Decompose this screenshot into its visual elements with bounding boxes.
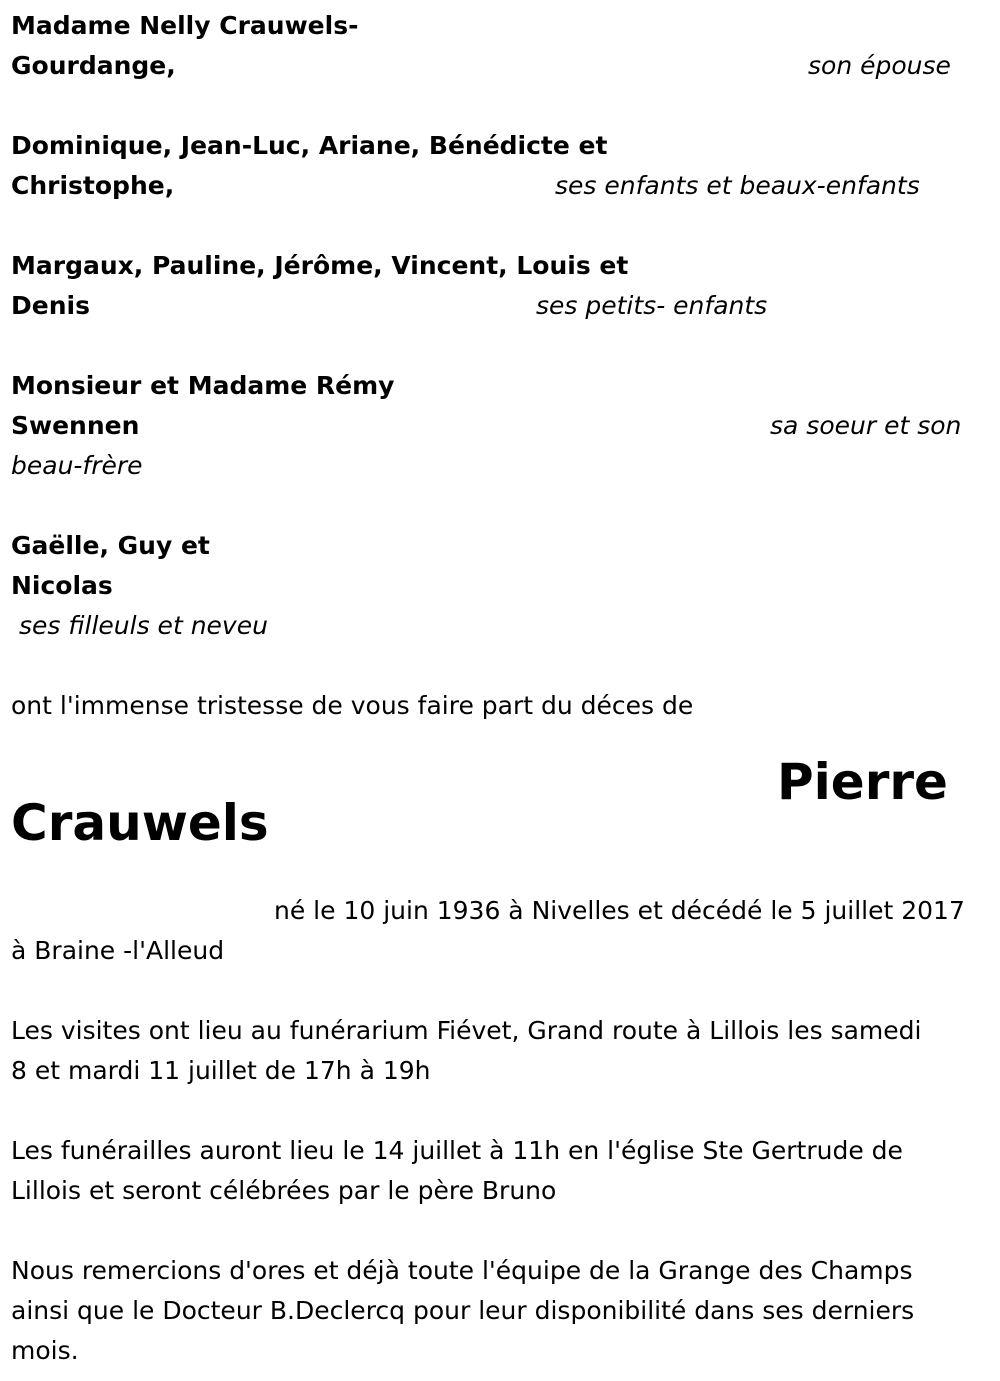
family-name-3-line-1: Margaux, Pauline, Jérôme, Vincent, Louis et: [11, 251, 629, 280]
birth-death-line-2: à Braine -l'Alleud: [11, 936, 225, 965]
family-relation-3: ses petits- enfants: [536, 291, 768, 320]
family-name-4-line-2: Swennen: [11, 411, 140, 440]
deceased-last-name: Crauwels: [11, 794, 269, 852]
family-name-2-line-2: Christophe,: [11, 171, 175, 200]
deceased-first-name: Pierre: [777, 753, 948, 811]
family-relation-4-line-2: beau-frère: [11, 451, 143, 480]
thanks-line-1: Nous remercions d'ores et déjà toute l'équipe de la Grange des Champs: [11, 1256, 913, 1285]
family-name-3-line-2: Denis: [11, 291, 90, 320]
visits-line-1: Les visites ont lieu au funérarium Fiévet, Grand route à Lillois les samedi: [11, 1016, 922, 1045]
funeral-line-1: Les funérailles auront lieu le 14 juillet à 11h en l'église Ste Gertrude de: [11, 1136, 903, 1165]
family-relation-1: son épouse: [808, 51, 951, 80]
family-name-4-line-1: Monsieur et Madame Rémy: [11, 371, 395, 400]
thanks-line-3: mois.: [11, 1336, 79, 1365]
family-name-1-line-2: Gourdange,: [11, 51, 176, 80]
funeral-line-2: Lillois et seront célébrées par le père Bruno: [11, 1176, 557, 1205]
announcement-text: ont l'immense tristesse de vous faire part du déces de: [11, 691, 694, 720]
visits-line-2: 8 et mardi 11 juillet de 17h à 19h: [11, 1056, 431, 1085]
family-name-1-line-1: Madame Nelly Crauwels-: [11, 11, 359, 40]
family-name-5-line-1: Gaëlle, Guy et: [11, 531, 210, 560]
family-name-5-line-2: Nicolas: [11, 571, 113, 600]
family-relation-5: ses filleuls et neveu: [19, 611, 268, 640]
thanks-line-2: ainsi que le Docteur B.Declercq pour leur disponibilité dans ses derniers: [11, 1296, 915, 1325]
family-name-2-line-1: Dominique, Jean-Luc, Ariane, Bénédicte et: [11, 131, 608, 160]
family-relation-2: ses enfants et beaux-enfants: [555, 171, 920, 200]
birth-death-line-1: né le 10 juin 1936 à Nivelles et décédé le 5 juillet 2017: [274, 896, 965, 925]
family-relation-4-line-1: sa soeur et son: [770, 411, 962, 440]
